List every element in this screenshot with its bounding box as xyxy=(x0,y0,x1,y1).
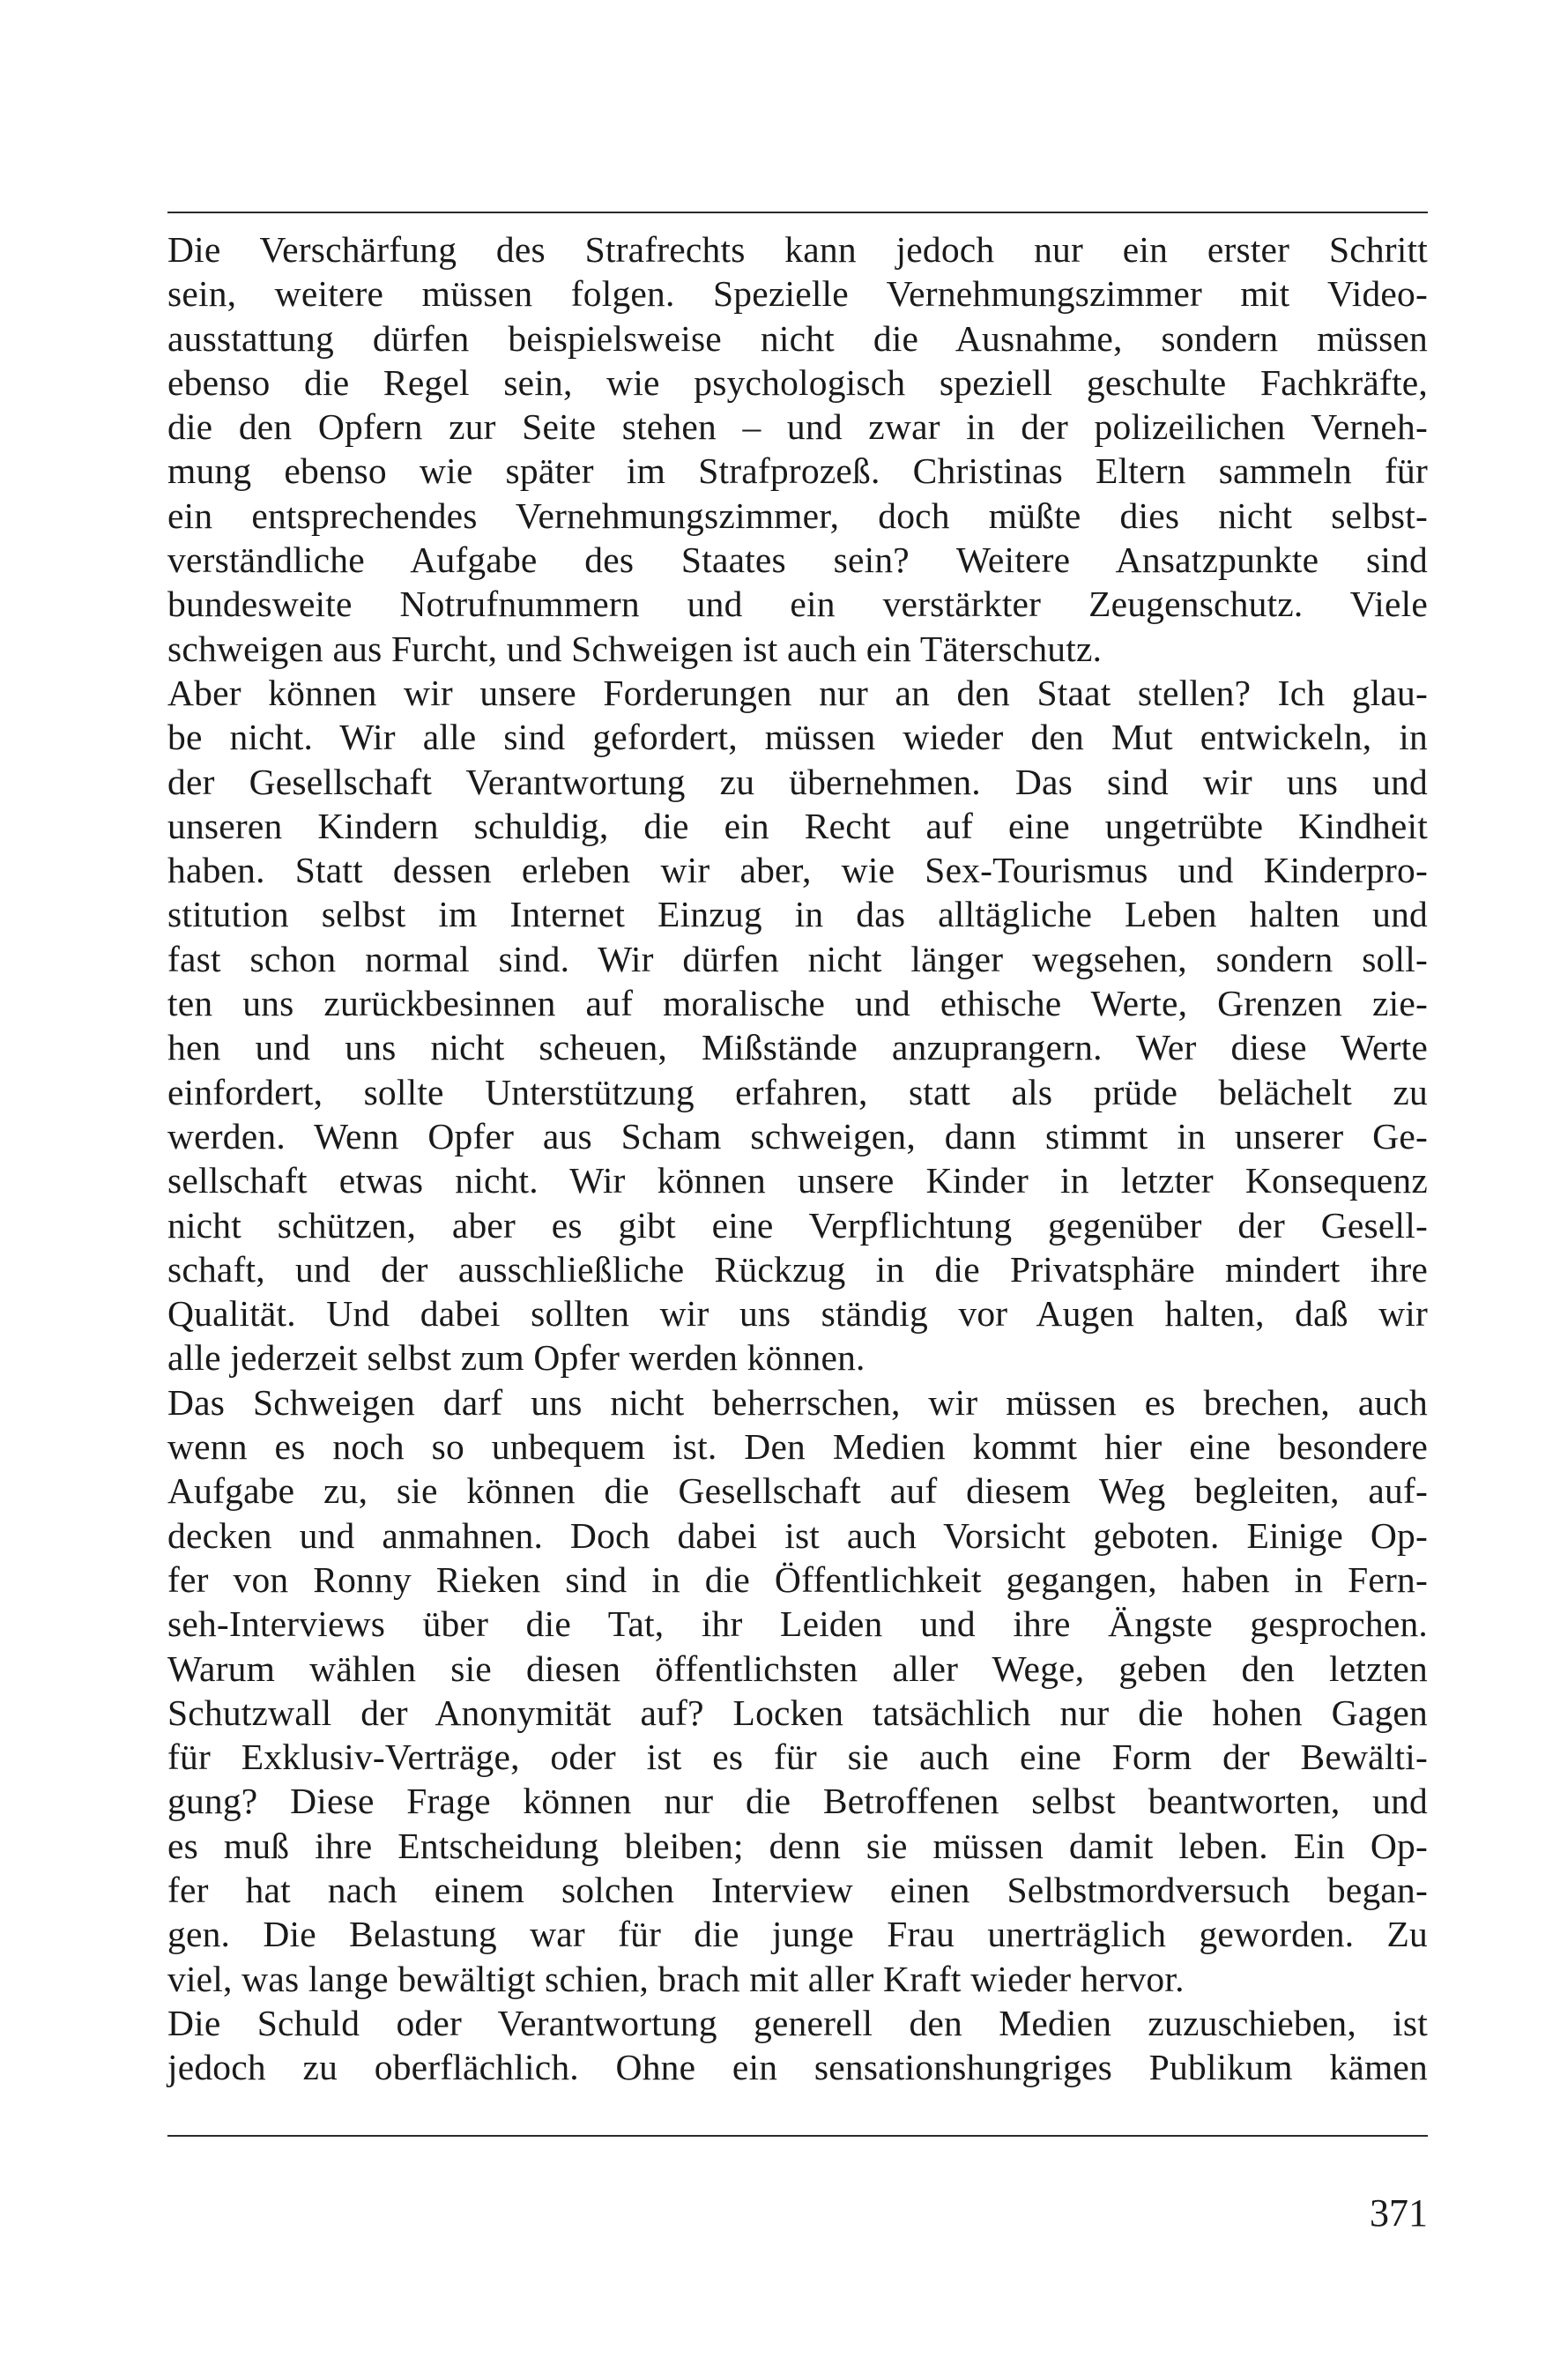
text-line: seh-Interviews über die Tat, ihr Leiden und ihre Ängste gesprochen. xyxy=(167,1603,1428,1645)
text-line: schaft, und der ausschließliche Rückzug in die Privatsphäre mindert ihre xyxy=(167,1248,1428,1290)
text-line: Aufgabe zu, sie können die Gesellschaft auf diesem Weg begleiten, auf- xyxy=(167,1470,1428,1512)
paragraph xyxy=(167,2001,1428,2090)
bottom-rule xyxy=(167,2135,1428,2137)
text-line: sellschaft etwas nicht. Wir können unsere Kinder in letzter Konsequenz xyxy=(167,1160,1428,1201)
text-line: nicht schützen, aber es gibt eine Verpflichtung gegenüber der Gesell- xyxy=(167,1204,1428,1246)
text-line: sein, weitere müssen folgen. Spezielle Vernehmungszimmer mit Video- xyxy=(167,273,1428,315)
text-line: die den Opfern zur Seite stehen – und zwar in der polizeilichen Verneh- xyxy=(167,406,1428,448)
text-line: jedoch zu oberflächlich. Ohne ein sensationshungriges Publikum kämen xyxy=(167,2047,1428,2088)
paragraph xyxy=(167,671,1428,1380)
text-line: Qualität. Und dabei sollten wir uns ständig vor Augen halten, daß wir xyxy=(167,1293,1428,1335)
text-line: alle jederzeit selbst zum Opfer werden können. xyxy=(167,1337,865,1379)
text-line: mung ebenso wie später im Strafprozeß. Christinas Eltern sammeln für xyxy=(167,450,1428,492)
text-line: schweigen aus Furcht, und Schweigen ist auch ein Täterschutz. xyxy=(167,628,1103,669)
text-line: decken und anmahnen. Doch dabei ist auch Vorsicht geboten. Einige Op- xyxy=(167,1514,1428,1556)
text-line: fer hat nach einem solchen Interview einen Selbstmordversuch began- xyxy=(167,1869,1428,1910)
text-line: unseren Kindern schuldig, die ein Recht auf eine ungetrübte Kindheit xyxy=(167,805,1428,846)
text-line: es muß ihre Entscheidung bleiben; denn sie müssen damit leben. Ein Op- xyxy=(167,1825,1428,1866)
text-line: für Exklusiv-Verträge, oder ist es für sie auch eine Form der Bewälti- xyxy=(167,1737,1428,1778)
top-rule xyxy=(167,212,1428,213)
text-line: viel, was lange bewältigt schien, brach mit aller Kraft wieder hervor. xyxy=(167,1958,1185,1999)
text-line: werden. Wenn Opfer aus Scham schweigen, dann stimmt in unserer Ge- xyxy=(167,1115,1428,1157)
text-line: verständliche Aufgabe des Staates sein? Weitere Ansatzpunkte sind xyxy=(167,539,1428,581)
text-line: ein entsprechendes Vernehmungszimmer, doch müßte dies nicht selbst- xyxy=(167,495,1428,536)
text-line: stitution selbst im Internet Einzug in das alltägliche Leben halten und xyxy=(167,894,1428,935)
paragraph xyxy=(167,227,1428,671)
text-line: haben. Statt dessen erleben wir aber, wie Sex-Tourismus und Kinderpro- xyxy=(167,850,1428,891)
text-line: ebenso die Regel sein, wie psychologisch speziell geschulte Fachkräfte, xyxy=(167,361,1428,403)
text-line: fast schon normal sind. Wir dürfen nicht länger wegsehen, sondern soll- xyxy=(167,938,1428,979)
text-line: Die Verschärfung des Strafrechts kann jedoch nur ein erster Schritt xyxy=(167,229,1428,270)
paragraph xyxy=(167,1380,1428,2001)
text-line: Schutzwall der Anonymität auf? Locken tatsächlich nur die hohen Gagen xyxy=(167,1692,1428,1733)
text-line: ausstattung dürfen beispielsweise nicht die Ausnahme, sondern müssen xyxy=(167,317,1428,359)
text-line: ten uns zurückbesinnen auf moralische und ethische Werte, Grenzen zie- xyxy=(167,983,1428,1024)
page-number: 371 xyxy=(1370,2191,1428,2235)
text-line: gung? Diese Frage können nur die Betroffenen selbst beantworten, und xyxy=(167,1781,1428,1822)
text-line: Warum wählen sie diesen öffentlichsten aller Wege, geben den letzten xyxy=(167,1647,1428,1689)
text-line: wenn es noch so unbequem ist. Den Medien kommt hier eine besondere xyxy=(167,1426,1428,1468)
text-line: einfordert, sollte Unterstützung erfahren, statt als prüde belächelt zu xyxy=(167,1071,1428,1112)
text-line: gen. Die Belastung war für die junge Frau unerträglich geworden. Zu xyxy=(167,1914,1428,1955)
text-line: Die Schuld oder Verantwortung generell den Medien zuzuschieben, ist xyxy=(167,2002,1428,2043)
text-line: be nicht. Wir alle sind gefordert, müssen wieder den Mut entwickeln, in xyxy=(167,717,1428,758)
text-line: bundesweite Notrufnummern und ein verstärkter Zeugenschutz. Viele xyxy=(167,584,1428,625)
text-line: Das Schweigen darf uns nicht beherrschen, wir müssen es brechen, auch xyxy=(167,1381,1428,1423)
text-line: fer von Ronny Rieken sind in die Öffentlichkeit gegangen, haben in Fern- xyxy=(167,1558,1428,1600)
text-line: der Gesellschaft Verantwortung zu übernehmen. Das sind wir uns und xyxy=(167,761,1428,802)
text-line: Aber können wir unsere Forderungen nur an den Staat stellen? Ich glau- xyxy=(167,672,1428,713)
text-line: hen und uns nicht scheuen, Mißstände anzuprangern. Wer diese Werte xyxy=(167,1027,1428,1068)
body-text xyxy=(167,227,1428,2089)
